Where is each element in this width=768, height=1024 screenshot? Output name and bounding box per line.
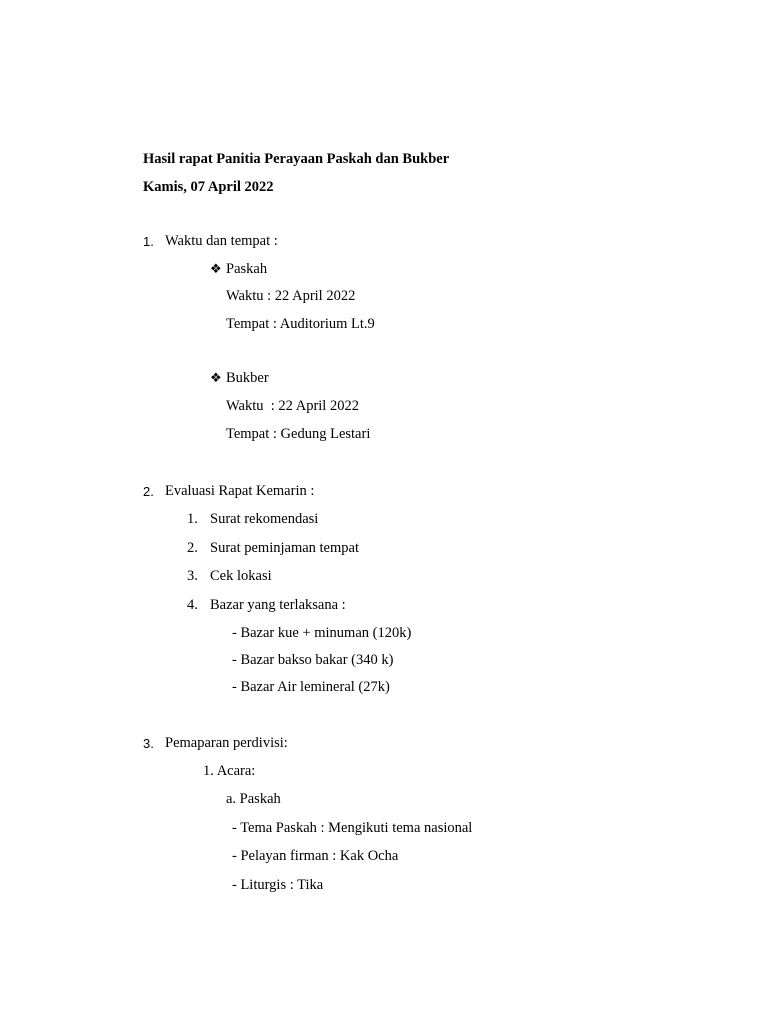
section-1-heading: Waktu dan tempat : bbox=[165, 233, 278, 249]
evaluation-item-number: 4. bbox=[187, 597, 198, 613]
bukber-tempat: Tempat : Gedung Lestari bbox=[226, 426, 371, 442]
acara-detail-item: - Tema Paskah : Mengikuti tema nasional bbox=[232, 820, 473, 836]
paskah-tempat: Tempat : Auditorium Lt.9 bbox=[226, 316, 375, 332]
bukber-label: Bukber bbox=[226, 370, 269, 386]
bazar-item: - Bazar Air lemineral (27k) bbox=[232, 679, 390, 695]
section-1-number: 1. bbox=[143, 234, 154, 249]
diamond-bullet-icon: ❖ bbox=[210, 371, 222, 386]
section-3-number: 3. bbox=[143, 736, 154, 751]
meeting-date: Kamis, 07 April 2022 bbox=[143, 179, 274, 195]
acara-detail-item: - Liturgis : Tika bbox=[232, 877, 324, 893]
bukber-waktu: Waktu : 22 April 2022 bbox=[226, 398, 359, 414]
division-acara-heading: 1. Acara: bbox=[203, 763, 256, 779]
diamond-bullet-icon: ❖ bbox=[210, 262, 222, 277]
document-title: Hasil rapat Panitia Perayaan Paskah dan Bukber bbox=[143, 151, 450, 167]
paskah-label: Paskah bbox=[226, 261, 268, 277]
evaluation-item-number: 2. bbox=[187, 540, 198, 556]
evaluation-item: Bazar yang terlaksana : bbox=[210, 597, 346, 613]
evaluation-item-number: 3. bbox=[187, 568, 198, 584]
evaluation-item: Surat rekomendasi bbox=[210, 511, 319, 527]
bazar-item: - Bazar kue + minuman (120k) bbox=[232, 625, 412, 641]
section-3-heading: Pemaparan perdivisi: bbox=[165, 735, 288, 751]
evaluation-item: Cek lokasi bbox=[210, 568, 272, 584]
section-2-number: 2. bbox=[143, 484, 154, 499]
evaluation-item: Surat peminjaman tempat bbox=[210, 540, 359, 556]
bazar-item: - Bazar bakso bakar (340 k) bbox=[232, 652, 394, 668]
section-2-heading: Evaluasi Rapat Kemarin : bbox=[165, 483, 315, 499]
paskah-waktu: Waktu : 22 April 2022 bbox=[226, 288, 356, 304]
acara-detail-item: - Pelayan firman : Kak Ocha bbox=[232, 848, 399, 864]
acara-paskah-heading: a. Paskah bbox=[226, 791, 281, 807]
evaluation-item-number: 1. bbox=[187, 511, 198, 527]
